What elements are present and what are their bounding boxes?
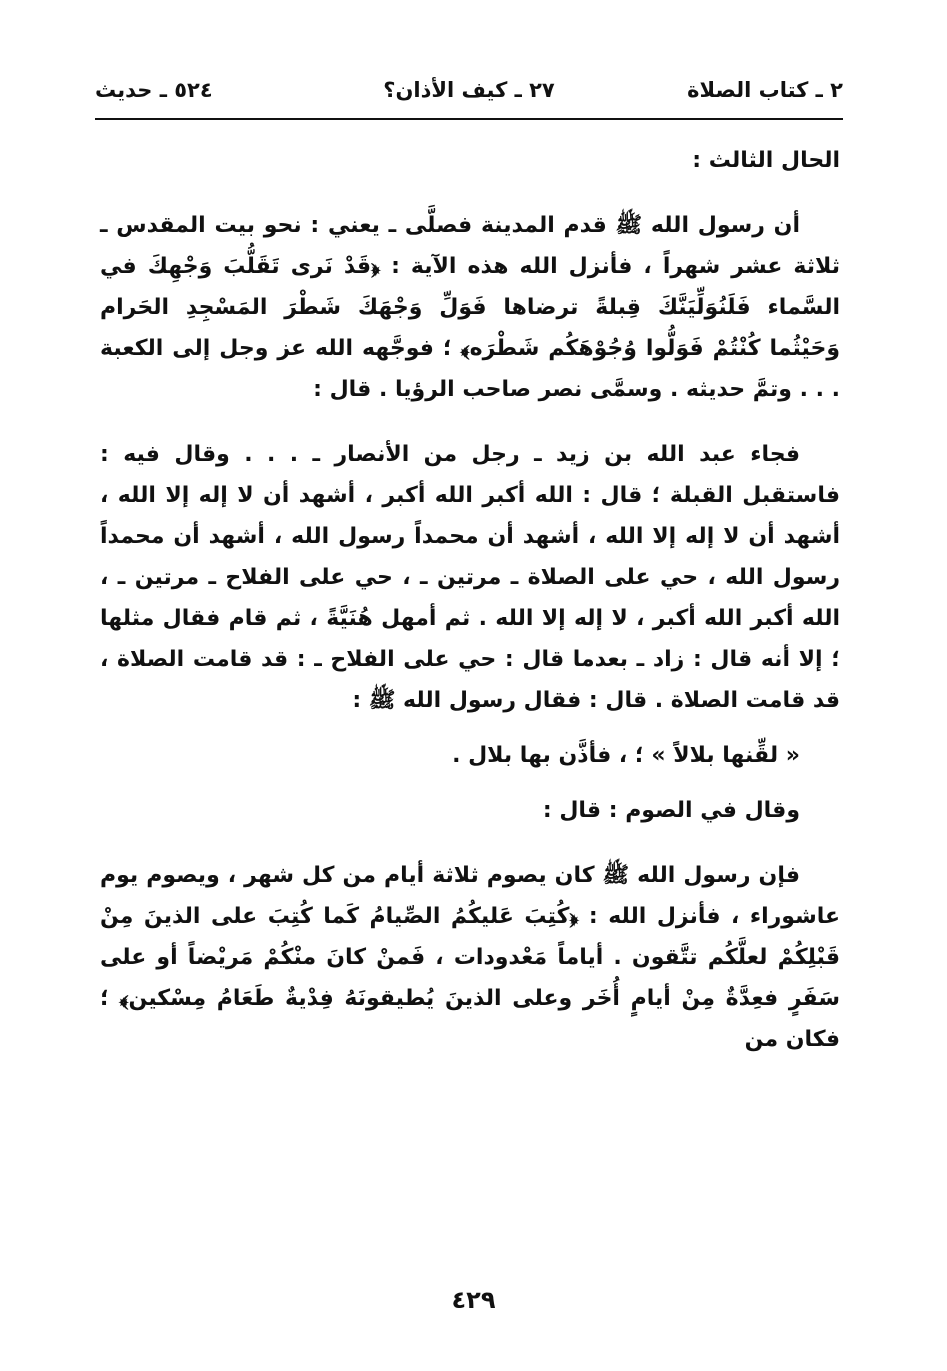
paragraph-fasting: فإن رسول الله ﷺ كان يصوم ثلاثة أيام من كل شهر ، ويصوم يوم عاشوراء ، فأنزل الله : ﴿كُتِبَ عَليكُمُ الصِّيامُ كَما كُتِبَ على الذينَ مِنْ قَبْلِكُمْ لعلَّكُم تتَّقون . أياماً مَعْدودات ، فَمنْ كانَ منْكُمْ مَريْضاً أو على سَفَرٍ فعِدَّةٌ مِنْ أيامٍ أُخَر وعلى الذينَ يُطيقونَهُ فِدْيةٌ طَعَامُ مِسْكين﴾ ؛ فكان من [100,863,840,1052]
header-divider [95,118,843,120]
paragraph-qibla: أن رسول الله ﷺ قدم المدينة فصلَّى ـ يعني : نحو بيت المقدس ـ ثلاثة عشر شهراً ، فأنزل الله هذه الآية : ﴿قَدْ نَرى تَقَلُّبَ وَجْهِكَ في السَّماء فَلَنُوَلِّيَنَّكَ قِبلةً ترضاها فَوَلِّ وَجْهَكَ شَطْرَ المَسْجِدِ الحَرام وَحَيْثُما كُنْتُمْ فَوَلُّوا وُجُوْهَكُم شَطْرَه﴾ ؛ فوجَّهه الله عز وجل إلى الكعبة . . . وتمَّ حديثه . وسمَّى نصر صاحب الرؤيا . قال : [100,213,840,402]
running-header [95,78,843,114]
section-heading: الحال الثالث : [692,148,840,173]
header-book-title: ٢ ـ كتاب الصلاة [687,78,843,102]
body-text [100,140,840,1060]
page-number: ٤٢٩ [451,1286,496,1314]
paragraph-bilal: « لقِّنها بلالاً » ؛ ، فأذَّن بها بلال . [452,743,800,768]
header-chapter-title: ٢٧ ـ كيف الأذان؟ [383,78,555,102]
paragraph-adhan: فجاء عبد الله بن زيد ـ رجل من الأنصار ـ . . . وقال فيه : فاستقبل القبلة ؛ قال : الله أكبر الله أكبر ، أشهد أن لا إله إلا الله ، أشهد أن لا إله إلا الله ، أشهد أن محمداً رسول الله ، أشهد أن محمداً رسول الله ، حي على الصلاة ـ مرتين ـ ، حي على الفلاح ـ مرتين ـ ، الله أكبر الله أكبر ، لا إله إلا الله . ثم أمهل هُنَيَّةً ، ثم قام فقال مثلها ؛ إلا أنه قال : زاد ـ بعدما قال : حي على الفلاح ـ : قد قامت الصلاة ، قد قامت الصلاة . قال : فقال رسول الله ﷺ : [100,442,840,713]
header-hadith-number: ٥٢٤ ـ حديث [95,78,213,102]
paragraph-fasting-intro: وقال في الصوم : قال : [542,798,800,823]
